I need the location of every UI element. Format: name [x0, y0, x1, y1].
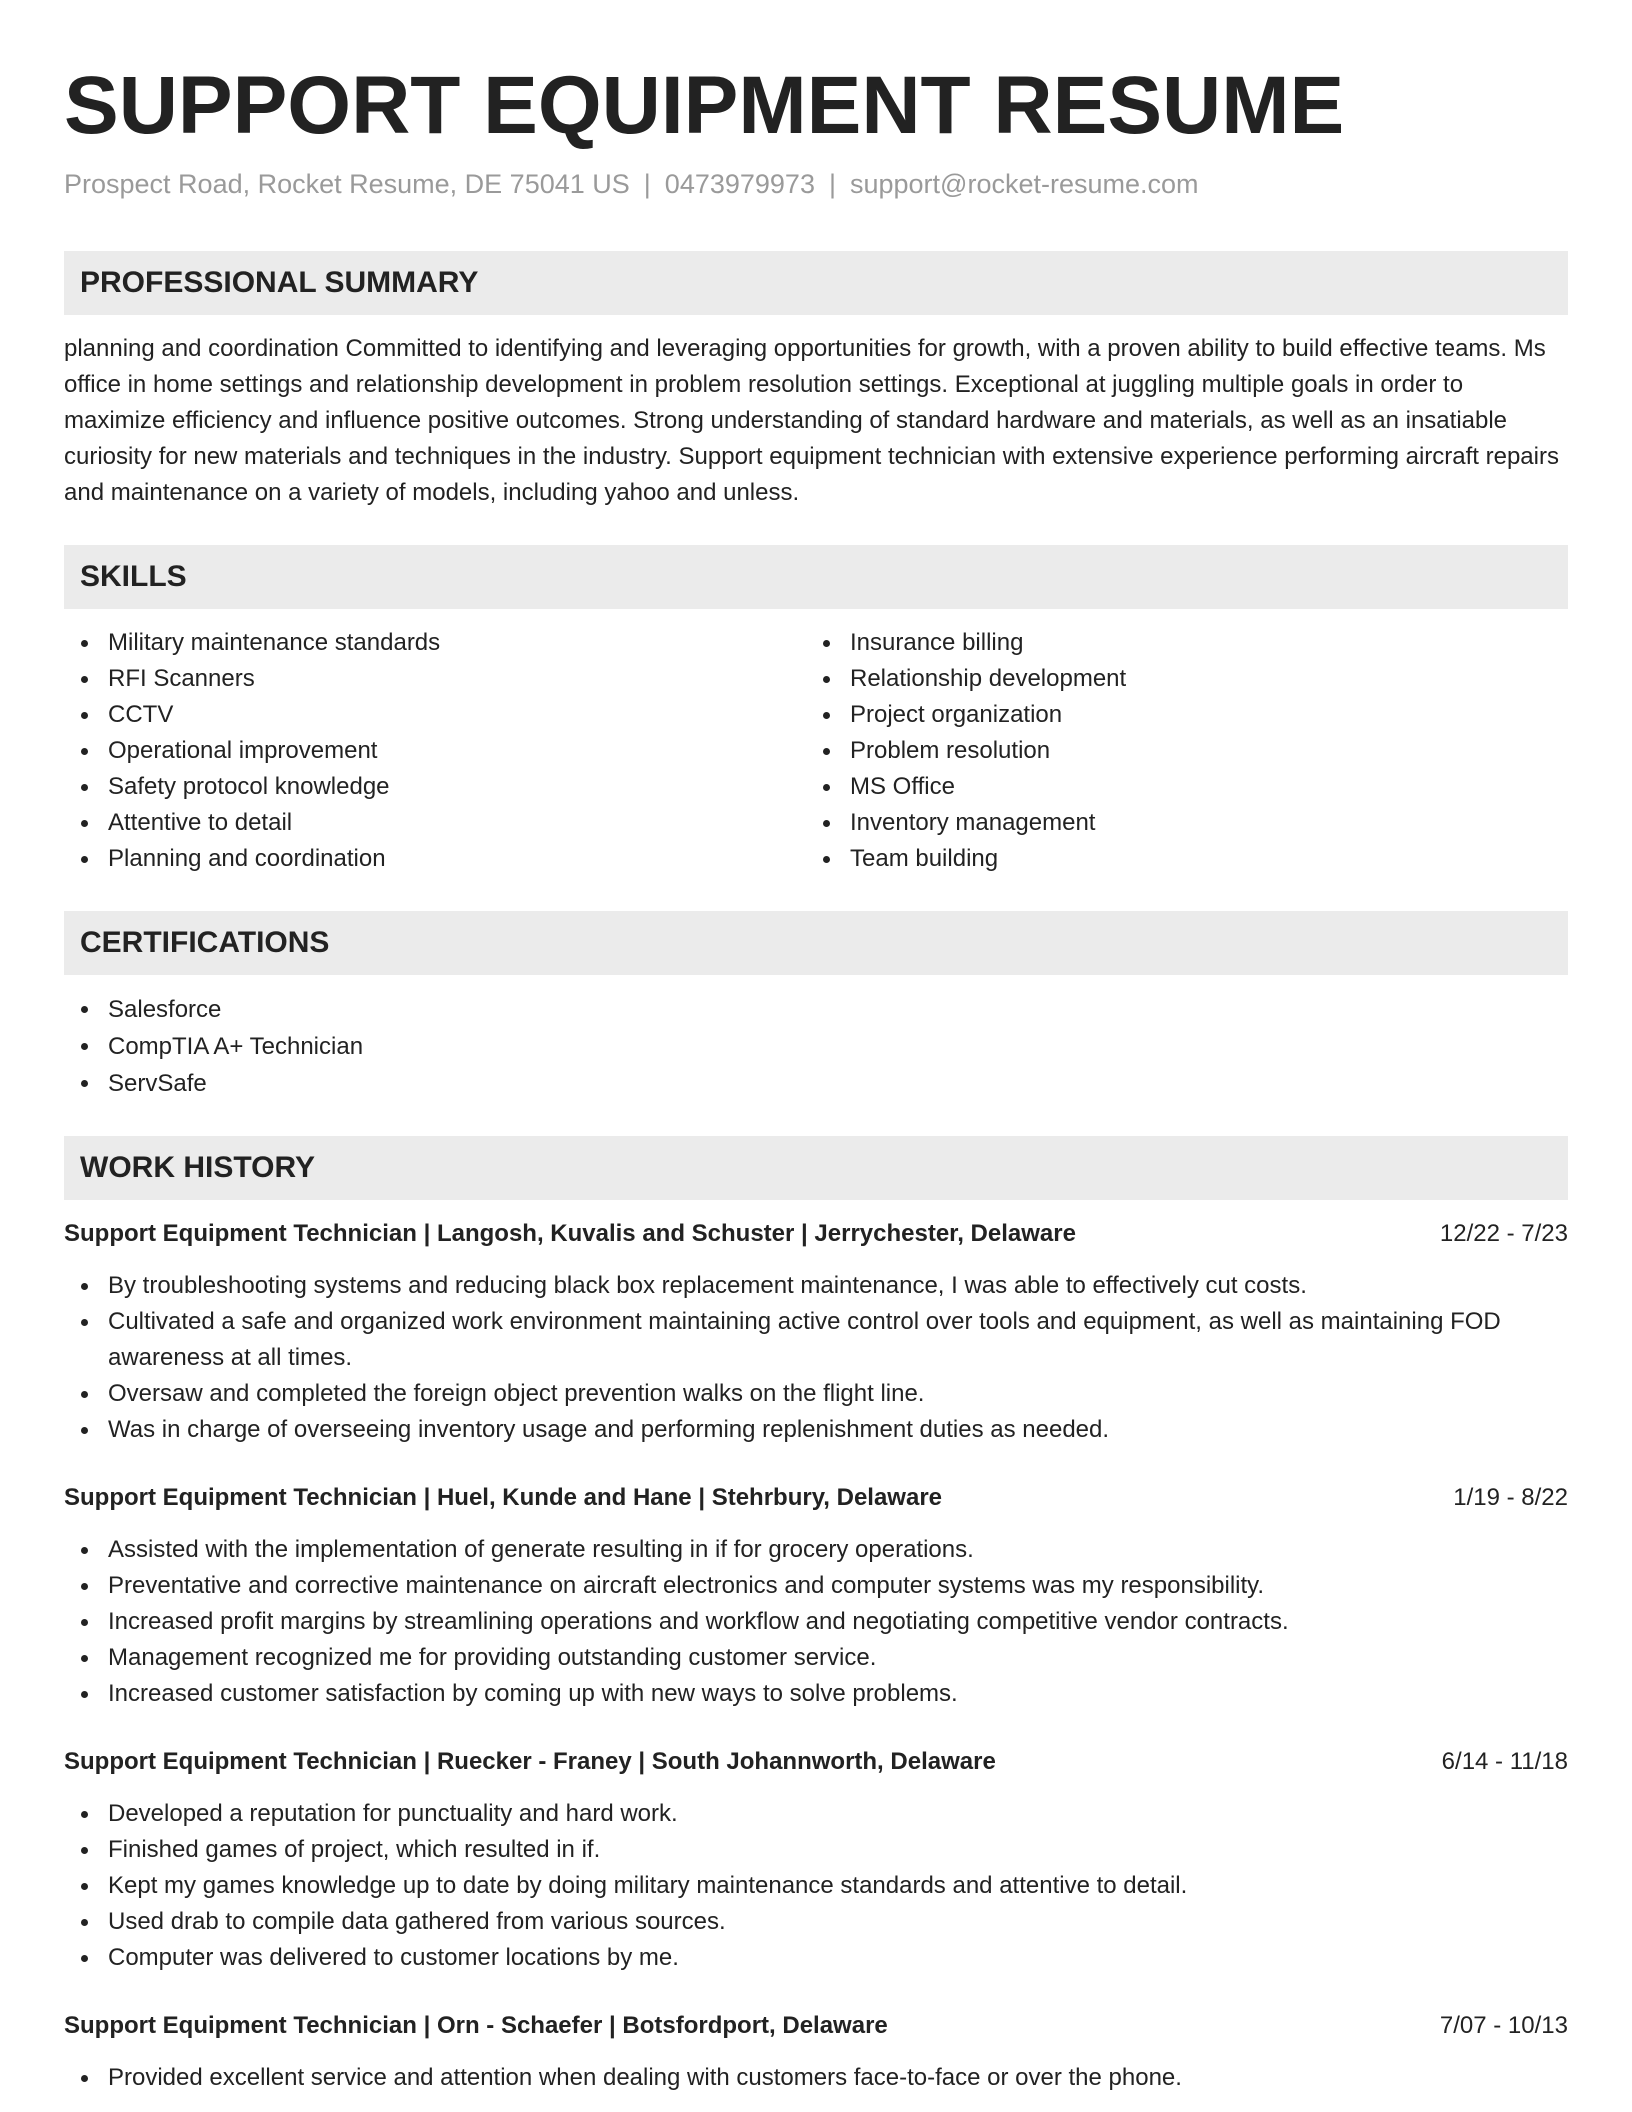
certification-item: ServSafe — [64, 1065, 1568, 1102]
job-header — [64, 1216, 1568, 1252]
job-bullet: Kept my games knowledge up to date by doing military maintenance standards and attentive to detail. — [64, 1868, 1568, 1904]
skill-item: CCTV — [64, 697, 806, 733]
certifications-list — [64, 991, 1568, 1102]
job-bullets — [64, 2060, 1568, 2096]
job-bullet: Increased customer satisfaction by coming up with new ways to solve problems. — [64, 1676, 1568, 1712]
job-title: Support Equipment Technician | Huel, Kunde and Hane | Stehrbury, Delaware — [64, 1484, 943, 1511]
job-header — [64, 2008, 1568, 2044]
job-dates: 7/07 - 10/13 — [1439, 2012, 1568, 2039]
job-bullet: Management recognized me for providing outstanding customer service. — [64, 1640, 1568, 1676]
certification-item: Salesforce — [64, 991, 1568, 1028]
job-entry — [64, 2008, 1568, 2096]
job-bullets — [64, 1796, 1568, 1976]
job-bullet: Preventative and corrective maintenance on aircraft electronics and computer systems was my responsibility. — [64, 1568, 1568, 1604]
skill-item: RFI Scanners — [64, 661, 806, 697]
job-title: Support Equipment Technician | Orn - Schaefer | Botsfordport, Delaware — [64, 2012, 888, 2039]
job-bullet: Oversaw and completed the foreign object prevention walks on the flight line. — [64, 1376, 1568, 1412]
job-bullet: Cultivated a safe and organized work environment maintaining active control over tools and equipment, as well as maintaining FOD awareness at all times. — [64, 1304, 1568, 1376]
section-header-work-history: WORK HISTORY — [64, 1136, 1568, 1200]
contact-address: Prospect Road, Rocket Resume, DE 75041 US — [64, 169, 630, 199]
skills-column-right — [806, 625, 1548, 877]
section-header-summary: PROFESSIONAL SUMMARY — [64, 251, 1568, 315]
section-header-skills: SKILLS — [64, 545, 1568, 609]
job-bullets — [64, 1268, 1568, 1448]
job-bullet: Was in charge of overseeing inventory usage and performing replenishment duties as needed. — [64, 1412, 1568, 1448]
skill-item: Insurance billing — [806, 625, 1548, 661]
skill-item: Problem resolution — [806, 733, 1548, 769]
job-bullet: Assisted with the implementation of generate resulting in if for grocery operations. — [64, 1532, 1568, 1568]
certifications-bullets — [64, 991, 1568, 1102]
job-bullet: Increased profit margins by streamlining operations and workflow and negotiating competitive vendor contracts. — [64, 1604, 1568, 1640]
job-entry — [64, 1480, 1568, 1712]
job-dates: 12/22 - 7/23 — [1439, 1220, 1568, 1247]
job-entry — [64, 1216, 1568, 1448]
job-bullet: Provided excellent service and attention when dealing with customers face-to-face or over the phone. — [64, 2060, 1568, 2096]
job-bullet: Used drab to compile data gathered from various sources. — [64, 1904, 1568, 1940]
job-dates: 1/19 - 8/22 — [1453, 1484, 1568, 1511]
skill-item: Inventory management — [806, 805, 1548, 841]
skills-list-left — [64, 625, 806, 877]
contact-line — [64, 166, 1568, 202]
job-bullet: Developed a reputation for punctuality and hard work. — [64, 1796, 1568, 1832]
job-bullet: Computer was delivered to customer locations by me. — [64, 1940, 1568, 1976]
contact-email: support@rocket-resume.com — [849, 169, 1199, 199]
resume-page — [64, 0, 1568, 2096]
job-bullet: By troubleshooting systems and reducing black box replacement maintenance, I was able to effectively cut costs. — [64, 1268, 1568, 1304]
job-header — [64, 1744, 1568, 1780]
job-dates: 6/14 - 11/18 — [1441, 1748, 1568, 1775]
summary-text: planning and coordination Committed to identifying and leveraging opportunities for growth, with a proven ability to build effective teams. Ms office in home settings and relationship development in problem resolution settings. Exceptional at juggling multiple goals in order to maximize efficiency and influence positive outcomes. Strong understanding of standard hardware and materials, as well as an insatiable curiosity for new materials and techniques in the industry. Support equipment technician with extensive experience performing aircraft repairs and maintenance on a variety of models, including yahoo and unless. — [64, 335, 1559, 506]
skill-item: Relationship development — [806, 661, 1548, 697]
job-entry — [64, 1744, 1568, 1976]
skill-item: Attentive to detail — [64, 805, 806, 841]
job-header — [64, 1480, 1568, 1516]
job-title: Support Equipment Technician | Ruecker - Franey | South Johannworth, Delaware — [64, 1748, 996, 1775]
certification-item: CompTIA A+ Technician — [64, 1028, 1568, 1065]
skill-item: MS Office — [806, 769, 1548, 805]
section-header-certifications: CERTIFICATIONS — [64, 911, 1568, 975]
job-title: Support Equipment Technician | Langosh, Kuvalis and Schuster | Jerrychester, Delaware — [64, 1220, 1076, 1247]
skills-column-left — [64, 625, 806, 877]
skills-grid — [64, 625, 1568, 877]
job-bullet: Finished games of project, which resulted in if. — [64, 1832, 1568, 1868]
skills-list-right — [806, 625, 1548, 877]
skill-item: Team building — [806, 841, 1548, 877]
skill-item: Safety protocol knowledge — [64, 769, 806, 805]
skill-item: Operational improvement — [64, 733, 806, 769]
contact-separator: | — [828, 169, 836, 199]
skill-item: Planning and coordination — [64, 841, 806, 877]
skill-item: Military maintenance standards — [64, 625, 806, 661]
resume-title: SUPPORT EQUIPMENT RESUME — [64, 60, 1345, 151]
contact-separator: | — [643, 169, 651, 199]
contact-phone: 0473979973 — [664, 169, 815, 199]
skill-item: Project organization — [806, 697, 1548, 733]
job-bullets — [64, 1532, 1568, 1712]
